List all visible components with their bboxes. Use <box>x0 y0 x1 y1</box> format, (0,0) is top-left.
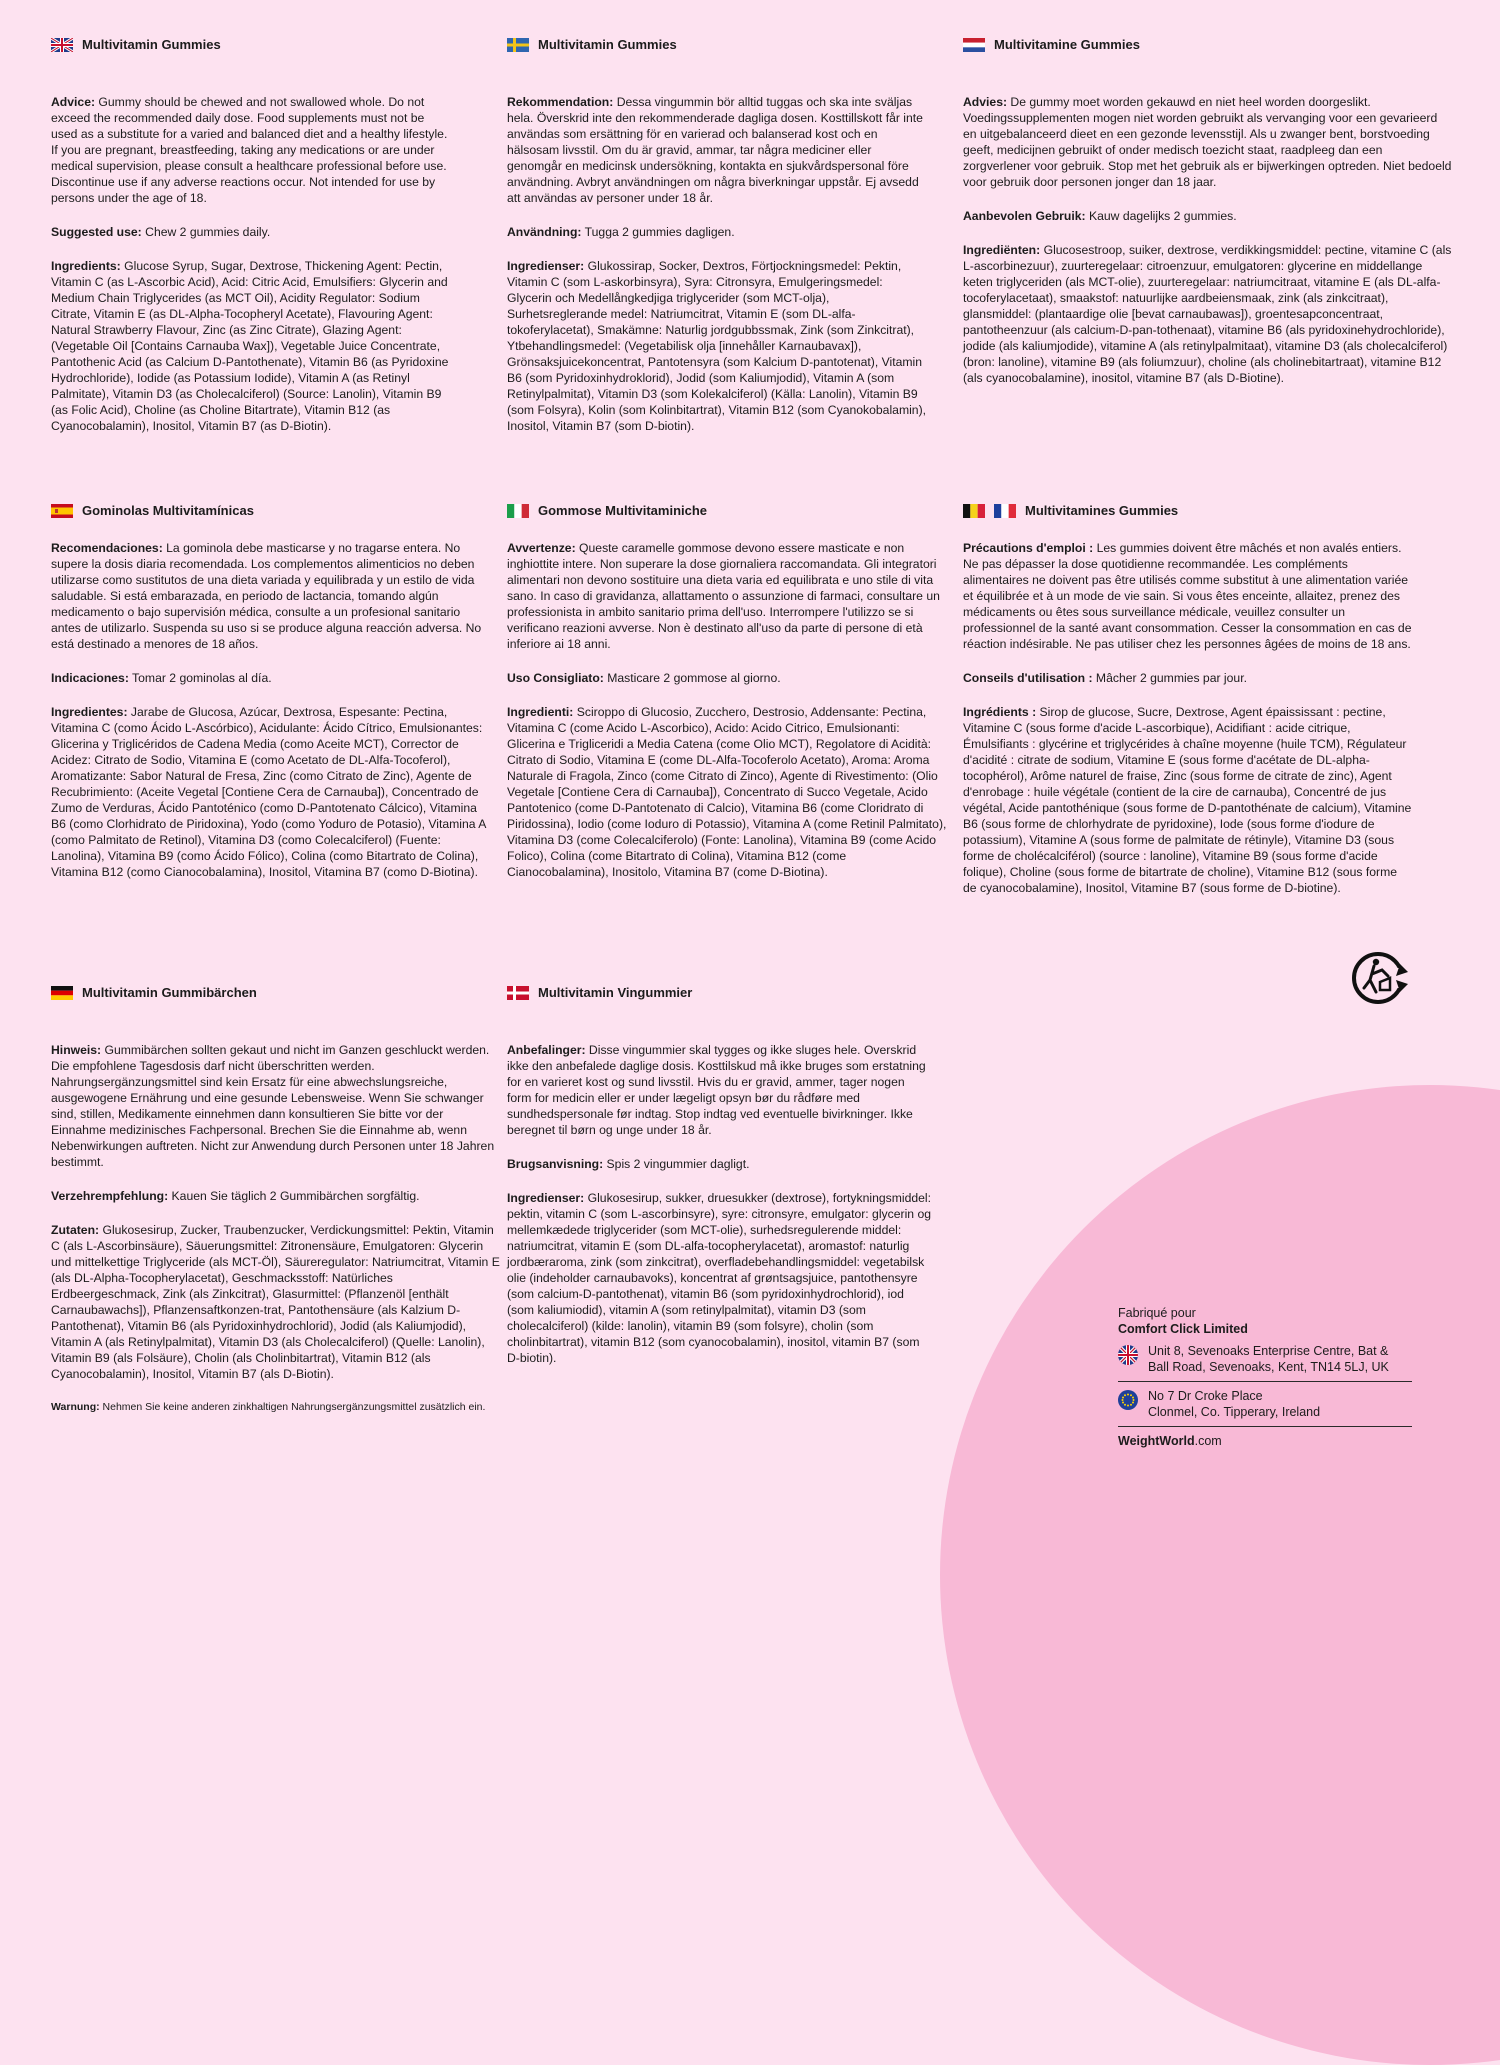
ingredients-paragraph: Ingrediënten: Glucosestroop, suiker, dextrose, verdikkingsmiddel: pectine, vitamine C (als L-ascorbinezuur), zuurteregelaar: citroenzuur, emulgatoren: glycerine en middellange keten triglyceriden (als MCT-olie), zuurteregelaar: natriumcitraat, vitamine E (als DL-alfa-tocoferylacetaat), smaakstof: natuurlijke aardbeiensmaak, zink (als zinkcitraat), glansmiddel: (plantaardige olie [bevat carnaubawas]), groentesapconcentraat, pantotheenzuur (als calcium-D-pan-tothenaat), vitamine B6 (als pyridoxinehydrochloride), jodide (als kaliumjodide), vitamine A (als retinylpalmitaat), vitamine D3 (als cholecalciferol) (bron: lanoline), vitamine B9 (als foliumzuur), choline (als cholinebitartraat), vitamine B12 (als cyanocobalamine), inositol, vitamine B7 (als D-Biotine). <box>963 243 1452 385</box>
section-header <box>507 984 932 1002</box>
ie-address-line-2: Clonmel, Co. Tipperary, Ireland <box>1148 1405 1321 1419</box>
ie-address-line-1: No 7 Dr Croke Place <box>1148 1389 1263 1403</box>
ingredients-paragraph: Ingredienti: Sciroppo di Glucosio, Zucchero, Destrosio, Addensante: Pectina, Vitamina C (come Acido L-Ascorbico), Acido: Acido Citrico, Emulsionanti: Glicerina e Trigliceridi a Media Catena (come Olio MCT), Regolatore di Acidità: Citrato di Sodio, Vitamina E (come DL-Alfa-Tocoferolo Acetato), Aroma: Aroma Naturale di Fragola, Zinco (come Citrato di Zinco), Agente di Rivestimento: (Olio Vegetale [Contiene Cera di Carnauba]), Concentrato di Succo Vegetale, Acido Pantotenico (come D-Pantotenato di Calcio), Vitamina B6 (come Cloridrato di Piridossina), Iodio (come Ioduro di Potassio), Vitamina A (come Retinil Palmitato), Vitamina D3 (come Colecalciferolo) (Fonte: Lanolina), Vitamina B9 (come Acido Folico), Colina (come Bitartrato di Colina), Vitamina B12 (come Cianocobalamina), Inositolo, Vitamina B7 (come D-Biotina). <box>507 705 947 879</box>
section-title: Multivitamines Gummies <box>1025 503 1179 518</box>
advice-paragraph: Advice: Gummy should be chewed and not swallowed whole. Do not exceed the recommended daily dose. Food supplements must not be used as a substitute for a varied and balanced diet and a healthy lifestyle. If you are pregnant, breastfeeding, taking any medications or are under medical supervision, please consult a healthcare professional before use. Discontinue use if any adverse reactions occur. Not intended for use by persons under the age of 18. <box>51 95 448 205</box>
advice-paragraph: Advies: De gummy moet worden gekauwd en niet heel worden doorgeslikt. Voedingssupplementen mogen niet worden gebruikt als vervanging voor een gevarieerd en uitgebalanceerd dieet en een gezonde levensstijl. Als u zwanger bent, borstvoeding geeft, medicijnen gebruikt of onder medisch toezicht staat, raadpleeg dan een zorgverlener voor gebruik. Stop met het gebruik als er bijwerkingen optreden. Niet bedoeld voor gebruik door personen jonger dan 18 jaar. <box>963 95 1452 189</box>
italy-flag-icon <box>507 504 529 518</box>
usage-paragraph: Verzehrempfehlung: Kauen Sie täglich 2 Gummibärchen sorgfältig. <box>51 1189 420 1203</box>
ingredients-paragraph: Ingredients: Glucose Syrup, Sugar, Dextrose, Thickening Agent: Pectin, Vitamin C (as L-Ascorbic Acid), Acid: Citric Acid, Emulsifiers: Glycerin and Medium Chain Triglycerides (as MCT Oil), Acidity Regulator: Sodium Citrate, Vitamin E (as DL-Alpha-Tocopheryl Acetate), Flavouring Agent: Natural Strawberry Flavour, Zinc (as Zinc Citrate), Glazing Agent: (Vegetable Oil [Contains Carnauba Wax]), Vegetable Juice Concentrate, Pantothenic Acid (as Calcium D-Pantothenate), Vitamin B6 (as Pyridoxine Hydrochloride), Iodide (as Potassium Iodide), Vitamin A (as Retinyl Palmitate), Vitamin D3 (as Cholecalciferol) (Source: Lanolin), Vitamin B9 (as Folic Acid), Choline (as Choline Bitartrate), Vitamin B12 (as Cyanocobalamin), Inositol, Vitamin B7 (as D-Biotin). <box>51 259 449 433</box>
sweden-flag-icon <box>507 38 529 52</box>
usage-paragraph: Aanbevolen Gebruik: Kauw dagelijks 2 gummies. <box>963 209 1237 223</box>
section-header <box>963 36 1453 54</box>
uk-address-line-2: Ball Road, Sevenoaks, Kent, TN14 5LJ, UK <box>1148 1360 1389 1374</box>
section-title: Multivitamin Gummibärchen <box>82 985 257 1000</box>
ingredients-paragraph: Ingrédients : Sirop de glucose, Sucre, Dextrose, Agent épaississant : pectine, Vitamine C (sous forme d'acide L-ascorbique), Acidifiant : acide citrique, Émulsifiants : glycérine et triglycérides à chaîne moyenne (huile TCM), Régulateur d'acidité : citrate de sodium, Vitamine E (sous forme d'acétate de DL-alpha-tocophérol), Arôme naturel de fraise, Zinc (sous forme de citrate de zinc), Agent d'enrobage : huile végétale (contient de la cire de carnauba), Concentré de jus végétal, Acide pantothénique (sous forme de D-pantothénate de calcium), Vitamine B6 (sous forme de chlorhydrate de pyridoxine), Iode (sous forme d'iodure de potassium), Vitamine A (sous forme de palmitate de rétinyle), Vitamine D3 (sous forme de cholécalciférol) (source : lanoline), Vitamine B9 (sous forme d'acide folique), Choline (sous forme de bitartrate de choline), Vitamine B12 (sous forme de cyanocobalamine), Inositol, Vitamine B7 (sous forme de D-biotine). <box>963 705 1412 895</box>
section-header <box>51 36 451 54</box>
section-dutch <box>963 36 1453 404</box>
website-url[interactable]: WeightWorld.com <box>1118 1434 1222 1448</box>
france-flag-icon <box>994 504 1016 518</box>
section-header <box>507 502 947 520</box>
advice-paragraph: Recomendaciones: La gominola debe masticarse y no tragarse entera. No supere la dosis diaria recomendada. Los complementos alimenticios no deben utilizarse como sustitutos de una dieta variada y equilibrada y un estilo de vida saludable. Si está embarazada, en periodo de lactancia, tomando algún medicamento o bajo supervisión médica, consulte a un profesional sanitario antes de utilizarlo. Suspenda su uso si se produce alguna reacción adversa. No está destinado a menores de 18 años. <box>51 541 482 651</box>
section-title: Multivitamin Gummies <box>538 37 677 52</box>
section-title: Multivitamin Gummies <box>82 37 221 52</box>
uk-address-line-1: Unit 8, Sevenoaks Enterprise Centre, Bat & <box>1148 1344 1389 1358</box>
ingredients-paragraph: Ingredienser: Glukosesirup, sukker, druesukker (dextrose), fortykningsmiddel: pektin, vitamin C (som L-ascorbinsyre), syre: citronsyre, emulgator: glycerin og mellemkædede triglycerider (som MCT-olie), surhedsregulerende middel: natriumcitrat, vitamin E (som DL-alfa-tocopherylacetat), aromastof: naturlig jordbæraroma, zink (som zinkcitrat), overfladebehandlingsmiddel: vegetabilsk olie (indeholder carnaubavoks), koncentrat af grøntsagsjuice, pantothensyre (som calcium-D-pantothenat), vitamin B6 (som pyridoxinhydrochlorid), iod (som kaliumiodid), vitamin A (som retinylpalmitat), vitamin D3 (som cholecalciferol) (kilde: lanolin), vitamin B9 (som folsyre), cholin (som cholinbitartrat), vitamin B12 (som cyanocobalamin), inositol, vitamin B7 (som D-biotin). <box>507 1191 932 1365</box>
ingredients-paragraph: Zutaten: Glukosesirup, Zucker, Traubenzucker, Verdickungsmittel: Pektin, Vitamin C (als L-Ascorbinsäure), Säuerungsmittel: Zitronensäure, Emulgatoren: Glycerin und mittelkettige Triglyceride (als MCT-Öl), Säureregulator: Natriumcitrat, Vitamin E (als DL-Alpha-Tocopherylacetat), Geschmacksstoff: Natürliches Erdbeergeschmack, Zink (als Zinkcitrat), Glasurmittel: (Pflanzenöl [enthält Carnaubawachs]), Pflanzensaftkonzen-trat, Pantothensäure (als Kalzium D-Pantothenat), Vitamin B6 (als Pyridoxinhydrochlorid), Jodid (als Kaliumjodid), Vitamin A (als Retinylpalmitat), Vitamin D3 (als Cholecalciferol) (Quelle: Lanolin), Vitamin B9 (als Folsäure), Cholin (als Cholinbitartrat), Vitamin B12 (als Cyanocobalamin), Inositol, Vitamin B7 (als D-Biotin). <box>51 1223 500 1381</box>
made-for-label: Fabriqué pour <box>1118 1306 1196 1320</box>
section-header <box>963 502 1413 520</box>
section-title: Multivitamine Gummies <box>994 37 1140 52</box>
denmark-flag-icon <box>507 986 529 1000</box>
netherlands-flag-icon <box>963 38 985 52</box>
advice-paragraph: Précautions d'emploi : Les gummies doivent être mâchés et non avalés entiers. Ne pas dépasser la dose quotidienne recommandée. Les compléments alimentaires ne doivent pas être utilisés comme substitut à une alimentation variée et équilibrée et à un mode de vie sain. Si vous êtes enceinte, allaitez, prenez des médicaments ou êtes sous surveillance médicale, veuillez consulter un professionnel de la santé avant consommation. Cesser la consommation en cas de réaction indésirable. Ne pas utiliser chez les personnes âgées de moins de 18 ans. <box>963 541 1412 651</box>
usage-paragraph: Brugsanvisning: Spis 2 vingummier dagligt. <box>507 1157 750 1171</box>
manufacturer-block <box>1118 1305 1412 1449</box>
section-title: Gommose Multivitaminiche <box>538 503 708 518</box>
belgium-flag-icon <box>963 504 985 518</box>
section-title: Gominolas Multivitamínicas <box>82 503 254 518</box>
decorative-pink-circle <box>940 1085 1500 2065</box>
section-english <box>51 36 451 452</box>
usage-paragraph: Indicaciones: Tomar 2 gominolas al día. <box>51 671 272 685</box>
uk-flag-icon <box>51 38 73 52</box>
ie-address-row <box>1118 1382 1412 1427</box>
uk-flag-icon <box>1118 1345 1138 1365</box>
spain-flag-icon <box>51 504 73 518</box>
uk-address-row <box>1118 1337 1412 1382</box>
germany-flag-icon <box>51 986 73 1000</box>
warning-paragraph: Warnung: Nehmen Sie keine anderen zinkhaltigen Nahrungsergänzungsmittel zusätzlich ein. <box>51 1401 486 1413</box>
usage-paragraph: Suggested use: Chew 2 gummies daily. <box>51 225 271 239</box>
advice-paragraph: Avvertenze: Queste caramelle gommose devono essere masticate e non inghiottite intere. Non superare la dose giornaliera raccomandata. Gli integratori alimentari non devono sostituire una dieta varia ed equilibrata e uno stile di vita sano. In caso di gravidanza, allattamento o assunzione di farmaci, consultare un professionista in ambito sanitario prima dell'uso. Interrompere l'utilizzo se si verificano reazioni avverse. Non è destinato all'uso da parte di persone di età inferiore ai 18 anni. <box>507 541 940 651</box>
section-french <box>963 502 1413 914</box>
company-name: Comfort Click Limited <box>1118 1322 1248 1336</box>
section-header <box>507 36 927 54</box>
advice-paragraph: Anbefalinger: Disse vingummier skal tygges og ikke sluges hele. Overskrid ikke den anbefalede daglige dosis. Kosttilskud må ikke bruges som erstatning for en varieret kost og sund livsstil. Hvis du er gravid, ammer, tager nogen form for medicin eller er under lægeligt opsyn bør du rådføre med sundhedspersonale før indtag. Stop indtag ved eventuelle bivirkninger. Ikke beregnet til børn og unge under 18 år. <box>507 1043 926 1137</box>
ingredients-paragraph: Ingredienser: Glukossirap, Socker, Dextros, Förtjockningsmedel: Pektin, Vitamin C (som L-askorbinsyra), Syra: Citronsyra, Emulgeringsmedel: Glycerin och Medellångkedjiga triglycerider (som MCT-olja), Surhetsreglerande medel: Natriumcitrat, Vitamin E (som DL-alfa-tokoferylacetat), Smakämne: Naturlig jordgubbssmak, Zink (som Zinkcitrat), Ytbehandlingsmedel: (Vegetabilisk olja [innehåller Karnaubavax]), Grönsaksjuicekoncentrat, Pantotensyra (som Kalcium D-pantotenat), Vitamin B6 (som Pyridoxinhydroklorid), Jodid (som Kaliumjodid), Vitamin A (som Retinylpalmitat), Vitamin D3 (som Kolekalciferol) (Källa: Lanolin), Vitamin B9 (som Folsyra), Kolin (som Kolinbitartrat), Vitamin B12 (som Cyanokobalamin), Inositol, Vitamin B7 (som D-biotin). <box>507 259 927 433</box>
section-danish <box>507 984 932 1384</box>
section-german <box>51 984 501 1432</box>
ingredients-paragraph: Ingredientes: Jarabe de Glucosa, Azúcar, Dextrosa, Espesante: Pectina, Vitamina C (como Ácido L-Ascórbico), Acidulante: Ácido Cítrico, Emulsionantes: Glicerina y Triglicéridos de Cadena Media (como Aceite MCT), Corrector de Acidez: Citrato de Sodio, Vitamina E (como Acetato de DL-Alfa-Tocoferol), Aromatizante: Sabor Natural de Fresa, Zinc (como Citrato de Zinc), Agente de Recubrimiento: (Aceite Vegetal [Contiene Cera de Carnauba]), Concentrado de Zumo de Verduras, Ácido Pantoténico (como D-Pantotenato Cálcico), Vitamina B6 (como Clorhidrato de Piridoxina), Yodo (como Yoduro de Potasio), Vitamina A (como Palmitato de Retinol), Vitamina D3 (como Colecalciferol) (Fuente: Lanolina), Vitamina B9 (como Ácido Fólico), Colina (como Bitartrato de Colina), Vitamina B12 (como Cianocobalamina), Inositol, Vitamina B7 (como D-Biotina). <box>51 705 486 879</box>
advice-paragraph: Rekommendation: Dessa vingummin bör alltid tuggas och ska inte sväljas hela. Överskrid inte den rekommenderade dagliga dosen. Kosttillskott får inte användas som ersättning för en varierad och balanserad kost och en hälsosam livsstil. Om du är gravid, ammar, tar några mediciner eller genomgår en medicinsk undersökning, kontakta en sjukvårdspersonal före användning. Avbryt användningen om några biverkningar uppstår. Ej avsedd att användas av personer under 18 år. <box>507 95 923 205</box>
section-swedish <box>507 36 927 452</box>
triman-recycling-icon <box>1350 948 1412 1008</box>
section-title: Multivitamin Vingummier <box>538 985 693 1000</box>
usage-paragraph: Uso Consigliato: Masticare 2 gommose al giorno. <box>507 671 781 685</box>
eu-flag-icon <box>1118 1390 1138 1410</box>
advice-paragraph: Hinweis: Gummibärchen sollten gekaut und nicht im Ganzen geschluckt werden. Die empfohlene Tagesdosis darf nicht überschritten werden. Nahrungsergänzungsmittel sind kein Ersatz für eine abwechslungsreiche, ausgewogene Ernährung und eine gesunde Lebensweise. Wenn Sie schwanger sind, stillen, Medikamente einnehmen dann konsultieren Sie bitte vor der Einnahme medizinisches Fachpersonal. Brechen Sie die Einnahme ab, wenn Nebenwirkungen auftreten. Nicht zur Anwendung durch Personen unter 18 Jahren bestimmt. <box>51 1043 495 1169</box>
section-header <box>51 984 501 1002</box>
usage-paragraph: Användning: Tugga 2 gummies dagligen. <box>507 225 735 239</box>
section-header <box>51 502 491 520</box>
section-italian <box>507 502 947 898</box>
usage-paragraph: Conseils d'utilisation : Mâcher 2 gummies par jour. <box>963 671 1247 685</box>
section-spanish <box>51 502 491 898</box>
